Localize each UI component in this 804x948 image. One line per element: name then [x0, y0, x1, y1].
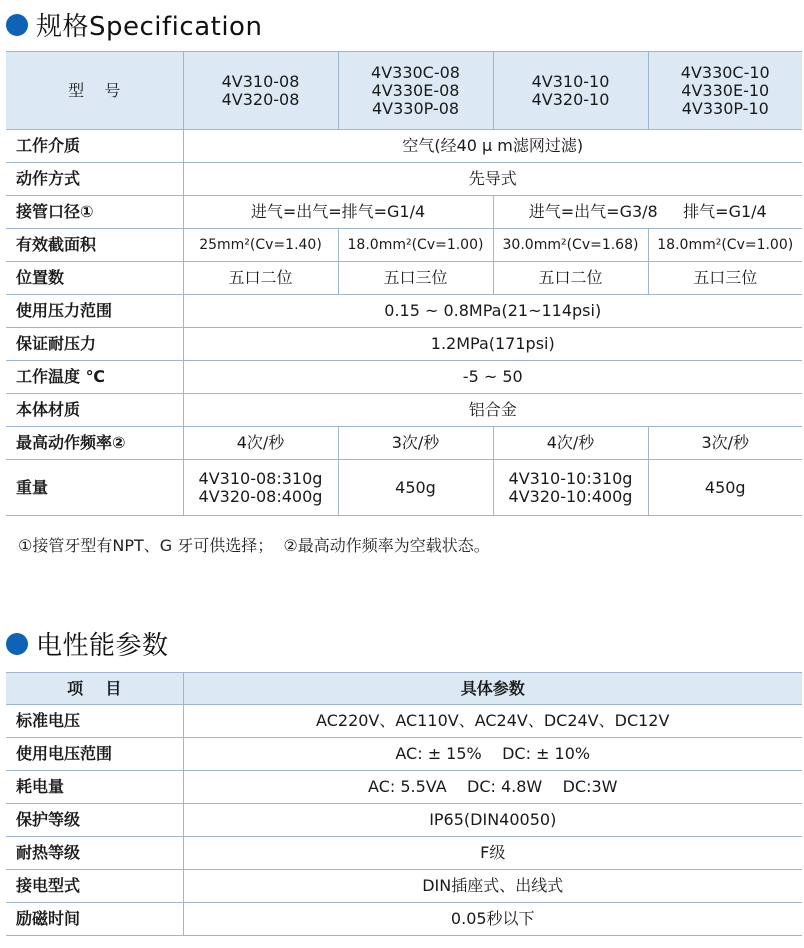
- row-label: 位置数: [6, 262, 183, 295]
- spec-table: [6, 51, 802, 516]
- row-value: 450g: [338, 460, 493, 516]
- bullet-icon: [6, 14, 28, 36]
- row-label: 本体材质: [6, 394, 183, 427]
- table-row: [6, 870, 802, 903]
- row-label: 保护等级: [6, 804, 183, 837]
- row-label: 重量: [6, 460, 183, 516]
- electrical-section-title: [6, 625, 169, 662]
- row-value: [493, 196, 802, 229]
- row-label: 标准电压: [6, 705, 183, 738]
- row-value: AC: 5.5VA DC: 4.8W DC:3W: [183, 771, 802, 804]
- row-value: 铝合金: [183, 394, 802, 427]
- port-inlet-outlet: 进气=出气=G3/8: [528, 202, 658, 221]
- row-label: 保证耐压力: [6, 328, 183, 361]
- table-row: [6, 460, 802, 516]
- row-value: 0.15 ~ 0.8MPa(21~114psi): [183, 295, 802, 328]
- row-label: 工作介质: [6, 130, 183, 163]
- row-label: 励磁时间: [6, 903, 183, 936]
- row-label: 接管口径①: [6, 196, 183, 229]
- row-label: 耗电量: [6, 771, 183, 804]
- row-value: -5 ~ 50: [183, 361, 802, 394]
- row-value: 25mm²(Cv=1.40): [183, 229, 338, 262]
- row-value: 0.05秒以下: [183, 903, 802, 936]
- table-row: [6, 903, 802, 936]
- spec-section-title: [6, 6, 262, 43]
- table-row: [6, 262, 802, 295]
- row-value: 五口三位: [648, 262, 802, 295]
- electrical-title: 电性能参数: [36, 631, 169, 661]
- row-value: 五口三位: [338, 262, 493, 295]
- row-label: 使用压力范围: [6, 295, 183, 328]
- row-value: 18.0mm²(Cv=1.00): [338, 229, 493, 262]
- row-label: 工作温度 ℃: [6, 361, 183, 394]
- model-col-3: 4V310-10 4V320-10: [493, 52, 648, 130]
- row-value: 空气(经40 μ m滤网过滤): [183, 130, 802, 163]
- row-value: DIN插座式、出线式: [183, 870, 802, 903]
- table-row: [6, 804, 802, 837]
- electrical-table: [6, 672, 802, 936]
- table-row: [6, 394, 802, 427]
- table-row: [6, 705, 802, 738]
- model-label: 型 号: [6, 52, 183, 130]
- row-label: 动作方式: [6, 163, 183, 196]
- row-value: 进气=出气=排气=G1/4: [183, 196, 493, 229]
- port-exhaust: 排气=G1/4: [683, 202, 767, 221]
- params-header: 具体参数: [183, 673, 802, 705]
- table-row: [6, 837, 802, 870]
- row-value: 4V310-10:310g 4V320-10:400g: [493, 460, 648, 516]
- row-value: F级: [183, 837, 802, 870]
- row-value: 先导式: [183, 163, 802, 196]
- table-row: [6, 738, 802, 771]
- table-row: [6, 328, 802, 361]
- spec-footnote: ①接管牙型有NPT、G 牙可供选择； ②最高动作频率为空载状态。: [18, 536, 490, 555]
- row-value: 五口二位: [493, 262, 648, 295]
- spec-title: 规格Specification: [36, 12, 263, 42]
- row-value: IP65(DIN40050): [183, 804, 802, 837]
- row-value: AC220V、AC110V、AC24V、DC24V、DC12V: [183, 705, 802, 738]
- item-header: 项 目: [6, 673, 183, 705]
- row-label: 最高动作频率②: [6, 427, 183, 460]
- row-label: 耐热等级: [6, 837, 183, 870]
- table-row: [6, 196, 802, 229]
- table-row: [6, 771, 802, 804]
- table-row: [6, 427, 802, 460]
- table-row: [6, 163, 802, 196]
- row-value: 18.0mm²(Cv=1.00): [648, 229, 802, 262]
- model-col-2: 4V330C-08 4V330E-08 4V330P-08: [338, 52, 493, 130]
- row-value: 3次/秒: [648, 427, 802, 460]
- row-label: 接电型式: [6, 870, 183, 903]
- table-row: [6, 361, 802, 394]
- electrical-header-row: [6, 673, 802, 705]
- row-value: 4V310-08:310g 4V320-08:400g: [183, 460, 338, 516]
- table-row: [6, 295, 802, 328]
- row-value: AC: ± 15% DC: ± 10%: [183, 738, 802, 771]
- table-row: [6, 130, 802, 163]
- model-col-4: 4V330C-10 4V330E-10 4V330P-10: [648, 52, 802, 130]
- row-value: 3次/秒: [338, 427, 493, 460]
- bullet-icon: [6, 633, 28, 655]
- row-value: 1.2MPa(171psi): [183, 328, 802, 361]
- row-label: 使用电压范围: [6, 738, 183, 771]
- row-value: 450g: [648, 460, 802, 516]
- table-row: [6, 229, 802, 262]
- spec-header-row: [6, 52, 802, 130]
- row-value: 30.0mm²(Cv=1.68): [493, 229, 648, 262]
- row-label: 有效截面积: [6, 229, 183, 262]
- row-value: 五口二位: [183, 262, 338, 295]
- row-value: 4次/秒: [183, 427, 338, 460]
- row-value: 4次/秒: [493, 427, 648, 460]
- model-col-1: 4V310-08 4V320-08: [183, 52, 338, 130]
